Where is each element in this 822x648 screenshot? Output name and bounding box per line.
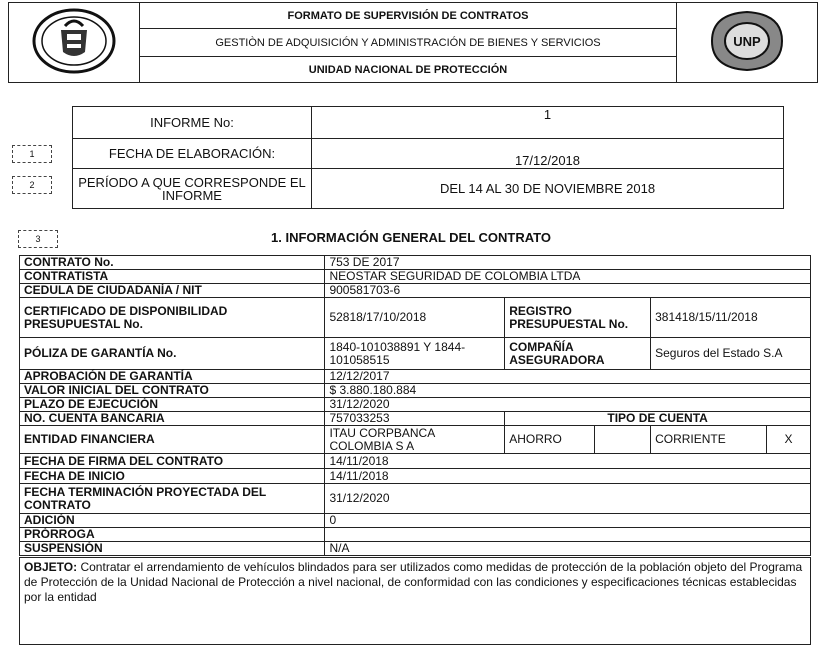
field-marker-1: 1 [12,145,52,163]
cdp-label: CERTIFICADO DE DISPONIBILIDAD PRESUPUESTAL No. [20,298,325,338]
suspension-label: SUSPENSIÓN [20,542,325,556]
cuenta-label: NO. CUENTA BANCARIA [20,412,325,426]
contrato-label: CONTRATO No. [20,256,325,270]
report-info-table [72,106,784,209]
inicio-label: FECHA DE INICIO [20,469,325,484]
poliza-label: PÓLIZA DE GARANTÍA No. [20,338,325,370]
contratista-label: CONTRATISTA [20,270,325,284]
report-period-label: PERÍODO A QUE CORRESPONDE EL INFORME [73,169,312,209]
poliza-value: 1840-101038891 Y 1844-101058515 [325,338,505,370]
format-subtitle: GESTIÒN DE ADQUISICIÓN Y ADMINISTRACIÓN DE BIENES Y SERVICIOS [140,29,677,57]
plazo-value: 31/12/2020 [325,398,811,412]
adicion-value: 0 [325,514,811,528]
field-marker-2: 2 [12,176,52,194]
terminacion-label: FECHA TERMINACIÓN PROYECTADA DEL CONTRATO [20,484,325,514]
report-date-label: FECHA DE ELABORACIÓN: [73,139,312,169]
entidad-label: ENTIDAD FINANCIERA [20,426,325,454]
unp-badge-icon [704,8,790,74]
report-number-value: 1 [312,107,784,139]
ahorro-label: AHORRO [505,426,595,454]
valor-value: $ 3.880.180.884 [325,384,811,398]
contratista-value: NEOSTAR SEGURIDAD DE COLOMBIA LTDA [325,270,811,284]
contrato-value: 753 DE 2017 [325,256,811,270]
cdp-value: 52818/17/10/2018 [325,298,505,338]
terminacion-value: 31/12/2020 [325,484,811,514]
format-title: FORMATO DE SUPERVISIÓN DE CONTRATOS [140,3,677,29]
report-period-value: DEL 14 AL 30 DE NOVIEMBRE 2018 [312,169,784,209]
colombia-seal-icon [31,8,117,74]
cuenta-value: 757033253 [325,412,505,426]
suspension-value: N/A [325,542,811,556]
prorroga-value [325,528,811,542]
firma-value: 14/11/2018 [325,454,811,469]
ahorro-mark [595,426,651,454]
aprobacion-value: 12/12/2017 [325,370,811,384]
inicio-value: 14/11/2018 [325,469,811,484]
document-header [8,2,818,83]
report-date-value: 17/12/2018 [312,139,784,169]
unit-name: UNIDAD NACIONAL DE PROTECCIÓN [140,57,677,83]
entidad-value: ITAU CORPBANCA COLOMBIA S A [325,426,505,454]
rp-value: 381418/15/11/2018 [651,298,811,338]
objeto-text: Contratar el arrendamiento de vehículos blindados para ser utilizados como medidas de protección de la población objeto del Programa de Protección de la Unidad Nacional de Protección a nivel nacional, de conformidad con las condiciones y especificaciones técnicas establecidas por la entidad [24,560,803,604]
nit-label: CEDULA DE CIUDADANÍA / NIT [20,284,325,298]
field-marker-3: 3 [18,230,58,248]
right-seal-cell [677,3,818,83]
prorroga-label: PRÓRROGA [20,528,325,542]
aprobacion-label: APROBACIÓN DE GARANTÍA [20,370,325,384]
nit-value: 900581703-6 [325,284,811,298]
adicion-label: ADICIÓN [20,514,325,528]
aseguradora-label: COMPAÑÍA ASEGURADORA [505,338,651,370]
valor-label: VALOR INICIAL DEL CONTRATO [20,384,325,398]
tipo-cuenta-label: TIPO DE CUENTA [505,412,811,426]
rp-label: REGISTRO PRESUPUESTAL No. [505,298,651,338]
aseguradora-value: Seguros del Estado S.A [651,338,811,370]
unp-badge-text: UNP [733,34,761,49]
corriente-label: CORRIENTE [651,426,767,454]
left-seal-cell [9,3,140,83]
report-number-label: INFORME No: [73,107,312,139]
plazo-label: PLAZO DE EJECUCIÓN [20,398,325,412]
firma-label: FECHA DE FIRMA DEL CONTRATO [20,454,325,469]
contract-info-table [19,255,811,556]
objeto-box [19,557,811,645]
objeto-label: OBJETO: [24,560,78,574]
section-title: 1. INFORMACIÓN GENERAL DEL CONTRATO [271,230,551,245]
corriente-mark: X [767,426,811,454]
